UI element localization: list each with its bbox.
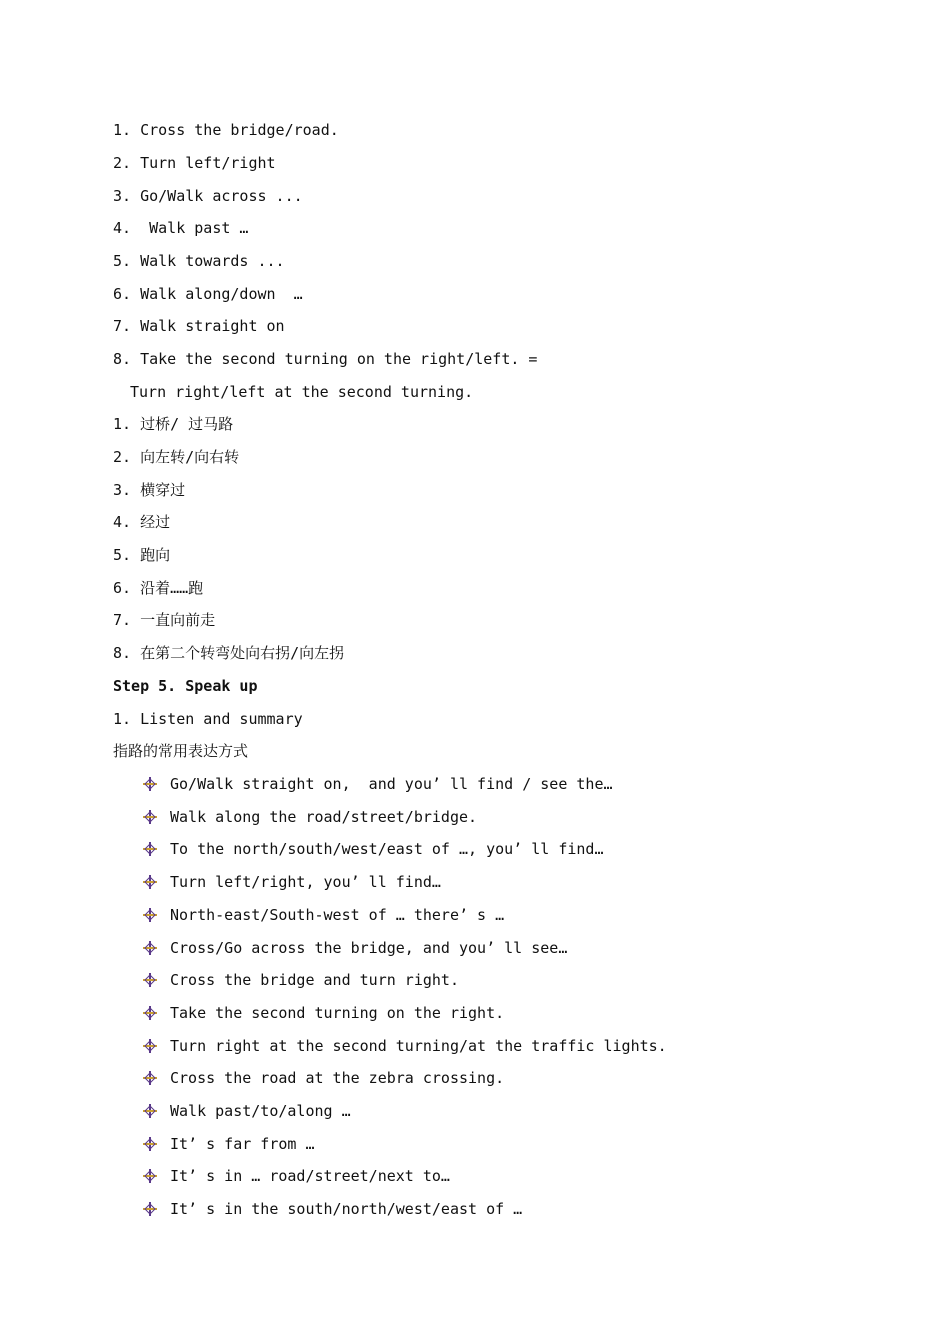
- expression-item: [142, 905, 504, 925]
- expression-text: Cross the road at the zebra crossing.: [170, 1069, 505, 1087]
- expression-text: It’ s in the south/north/west/east of …: [170, 1200, 523, 1218]
- english-phrase-2: 2. Turn left/right: [113, 154, 276, 172]
- chinese-phrase-7: 7. 一直向前走: [113, 611, 216, 629]
- arrow-bullet-icon: [142, 841, 158, 857]
- arrow-bullet-icon: [142, 907, 158, 923]
- chinese-phrase-1: 1. 过桥/ 过马路: [113, 415, 234, 433]
- expression-text: Walk along the road/street/bridge.: [170, 808, 478, 826]
- english-phrase-1: 1. Cross the bridge/road.: [113, 121, 339, 139]
- chinese-phrase-5: 5. 跑向: [113, 546, 171, 564]
- arrow-bullet-icon: [142, 972, 158, 988]
- arrow-bullet-icon: [142, 1070, 158, 1086]
- arrow-bullet-icon: [142, 1103, 158, 1119]
- expression-text: It’ s far from …: [170, 1135, 315, 1153]
- chinese-phrase-2: 2. 向左转/向右转: [113, 448, 240, 466]
- english-phrase-5: 5. Walk towards ...: [113, 252, 285, 270]
- english-phrase-8: 8. Take the second turning on the right/left. =: [113, 350, 538, 368]
- expression-item: [142, 1166, 450, 1186]
- english-phrase-4: 4. Walk past …: [113, 219, 249, 237]
- arrow-bullet-icon: [142, 1038, 158, 1054]
- english-phrase-6: 6. Walk along/down …: [113, 285, 303, 303]
- english-phrase-8-continuation: Turn right/left at the second turning.: [130, 383, 474, 401]
- arrow-bullet-icon: [142, 776, 158, 792]
- expression-text: North-east/South-west of … there’ s …: [170, 906, 505, 924]
- expression-text: Turn left/right, you’ ll find…: [170, 873, 441, 891]
- arrow-bullet-icon: [142, 1201, 158, 1217]
- expression-item: [142, 839, 603, 859]
- step-heading: Step 5. Speak up: [113, 677, 258, 695]
- arrow-bullet-icon: [142, 1005, 158, 1021]
- expression-text: Cross the bridge and turn right.: [170, 971, 459, 989]
- arrow-bullet-icon: [142, 1168, 158, 1184]
- expression-text: It’ s in … road/street/next to…: [170, 1167, 450, 1185]
- arrow-bullet-icon: [142, 809, 158, 825]
- arrow-bullet-icon: [142, 940, 158, 956]
- expression-item: [142, 1101, 351, 1121]
- expression-item: [142, 970, 459, 990]
- chinese-phrase-8: 8. 在第二个转弯处向右拐/向左拐: [113, 644, 345, 662]
- expression-text: Cross/Go across the bridge, and you’ ll see…: [170, 939, 568, 957]
- expressions-title: 指路的常用表达方式: [113, 742, 249, 760]
- expression-text: Go/Walk straight on, and you’ ll find / see the…: [170, 775, 613, 793]
- chinese-phrase-4: 4. 经过: [113, 513, 171, 531]
- english-phrase-7: 7. Walk straight on: [113, 317, 285, 335]
- expression-item: [142, 938, 567, 958]
- chinese-phrase-6: 6. 沿着……跑: [113, 579, 204, 597]
- expression-text: To the north/south/west/east of …, you’ ll find…: [170, 840, 604, 858]
- expression-text: Take the second turning on the right.: [170, 1004, 505, 1022]
- arrow-bullet-icon: [142, 1136, 158, 1152]
- expression-text: Walk past/to/along …: [170, 1102, 351, 1120]
- english-phrase-3: 3. Go/Walk across ...: [113, 187, 303, 205]
- listen-line: 1. Listen and summary: [113, 710, 303, 728]
- expression-item: [142, 872, 441, 892]
- arrow-bullet-icon: [142, 874, 158, 890]
- expression-text: Turn right at the second turning/at the traffic lights.: [170, 1037, 667, 1055]
- chinese-phrase-3: 3. 横穿过: [113, 481, 186, 499]
- expression-item: [142, 1003, 504, 1023]
- expression-item: [142, 1134, 315, 1154]
- expression-item: [142, 774, 613, 794]
- expression-item: [142, 1068, 504, 1088]
- expression-item: [142, 1036, 667, 1056]
- expression-item: [142, 807, 477, 827]
- expression-item: [142, 1199, 522, 1219]
